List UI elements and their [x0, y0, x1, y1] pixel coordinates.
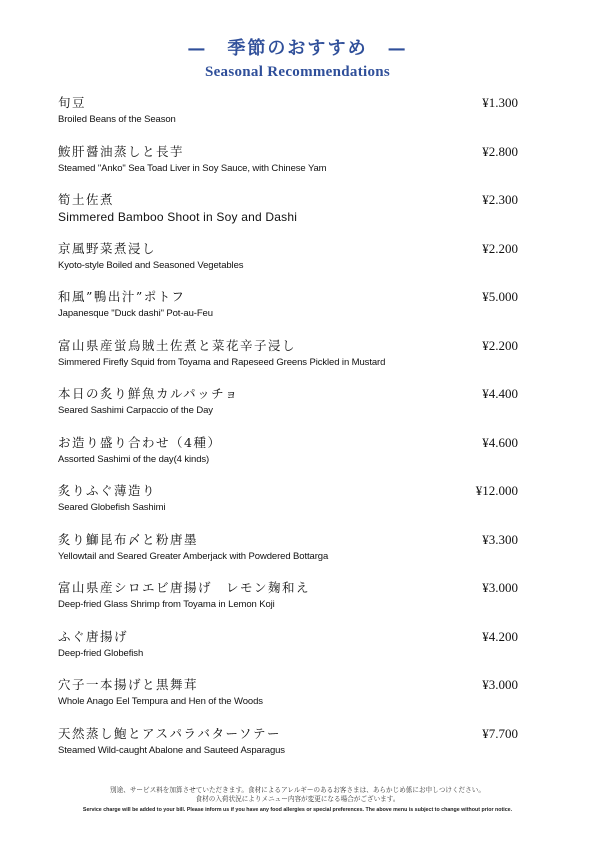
menu-item-name-japanese: 鮟肝醤油蒸しと長芋 [58, 143, 185, 159]
menu-item-name-japanese: 和風”鴨出汁”ポトフ [58, 289, 186, 304]
menu-item-name-english: Broiled Beans of the Season [58, 114, 176, 125]
menu-item [58, 531, 518, 580]
menu-item-name-english: Steamed Wild-caught Abalone and Sauteed Asparagus [58, 744, 285, 756]
footer-japanese-line-2: 食材の入荷状況によりメニュー内容が変更になる場合がございます。 [195, 795, 400, 803]
menu-item [58, 676, 518, 725]
menu-item-name-japanese: 京風野菜煮浸し [58, 240, 157, 256]
menu-item-name-japanese: 炙りふぐ薄造り [58, 483, 157, 498]
menu-item [58, 337, 518, 386]
menu-item-price: ¥7.700 [482, 725, 518, 741]
menu-item-name-english: Kyoto-style Boiled and Seasoned Vegetables [58, 259, 244, 271]
menu-item [58, 385, 518, 434]
menu-item-price: ¥1.300 [482, 95, 518, 110]
menu-item [58, 628, 518, 677]
menu-item-list [58, 94, 518, 773]
menu-item-name-english: Deep-fried Glass Shrimp from Toyama in Lemon Koji [58, 599, 275, 610]
footer-english: Service charge will be added to your bill. Please inform us if you have any food allergies or special preferences. The above menu is subject to change without prior notice. [82, 807, 513, 813]
menu-item [58, 94, 518, 143]
menu-item [58, 482, 518, 531]
menu-item-price: ¥2.800 [482, 143, 518, 159]
menu-item-name-japanese: お造り盛り合わせ（4種） [58, 434, 222, 450]
menu-item [58, 191, 518, 240]
menu-item-price: ¥4.600 [482, 434, 518, 450]
menu-item-name-japanese: 天然蒸し鮑とアスパラバターソテー [58, 725, 282, 741]
menu-item-price: ¥4.400 [482, 386, 518, 401]
menu-item-price: ¥3.000 [482, 677, 518, 692]
menu-item [58, 434, 518, 483]
menu-item-name-japanese: 穴子一本揚げと黒舞茸 [58, 677, 199, 692]
footer-japanese-line-1: 別途、サービス料を加算させていただきます。食材によるアレルギーのあるお客さまは、あらかじめ係にお申しつけください。 [110, 786, 485, 794]
menu-item-name-english: Whole Anago Eel Tempura and Hen of the Woods [58, 696, 263, 707]
menu-item [58, 288, 518, 337]
menu-item-price: ¥12.000 [475, 483, 518, 498]
menu-item-name-japanese: 旬豆 [58, 95, 87, 110]
page-title-english: Seasonal Recommendations [204, 64, 391, 80]
menu-item [58, 579, 518, 628]
menu-item-name-english: Seared Sashimi Carpaccio of the Day [58, 405, 213, 416]
menu-item-name-english: Simmered Bamboo Shoot in Soy and Dashi [58, 210, 298, 224]
menu-item-price: ¥3.000 [482, 580, 518, 595]
menu-item-price: ¥4.200 [482, 628, 518, 644]
menu-item-name-japanese: 炙り鰤昆布〆と粉唐墨 [58, 531, 199, 547]
menu-item-name-japanese: 本日の炙り鮮魚カルパッチョ [58, 386, 239, 401]
menu-item-price: ¥3.300 [482, 531, 518, 547]
menu-item-name-english: Seared Globefish Sashimi [58, 502, 166, 513]
menu-item [58, 725, 518, 774]
menu-item [58, 143, 518, 192]
menu-item-name-english: Deep-fried Globefish [58, 647, 144, 659]
menu-item-name-japanese: ふぐ唐揚げ [58, 628, 129, 644]
menu-item-name-english: Japanesque "Duck dashi" Pot-au-Feu [58, 308, 213, 319]
menu-item-name-english: Yellowtail and Seared Greater Amberjack with Powdered Bottarga [58, 550, 329, 562]
menu-item-name-japanese: 富山県産シロエビ唐揚げ レモン麹和え [58, 580, 311, 595]
menu-item-name-english: Assorted Sashimi of the day(4 kinds) [58, 453, 210, 465]
menu-item-price: ¥2.200 [482, 240, 518, 256]
menu-item-price: ¥2.200 [482, 337, 518, 353]
menu-item-name-english: Steamed "Anko" Sea Toad Liver in Soy Sauce, with Chinese Yam [58, 162, 327, 174]
page-title-japanese: — 季節のおすすめ — [187, 38, 408, 59]
menu-item-price: ¥5.000 [482, 289, 518, 304]
menu-item-name-japanese: 富山県産蛍烏賊土佐煮と菜花辛子浸し [58, 337, 297, 353]
menu-item-price: ¥2.300 [482, 192, 518, 207]
menu-item-name-japanese: 筍土佐煮 [58, 192, 115, 207]
footer-japanese [0, 786, 595, 804]
menu-item [58, 240, 518, 289]
menu-item-name-english: Simmered Firefly Squid from Toyama and Rapeseed Greens Pickled in Mustard [58, 356, 386, 368]
menu-header [0, 34, 595, 81]
